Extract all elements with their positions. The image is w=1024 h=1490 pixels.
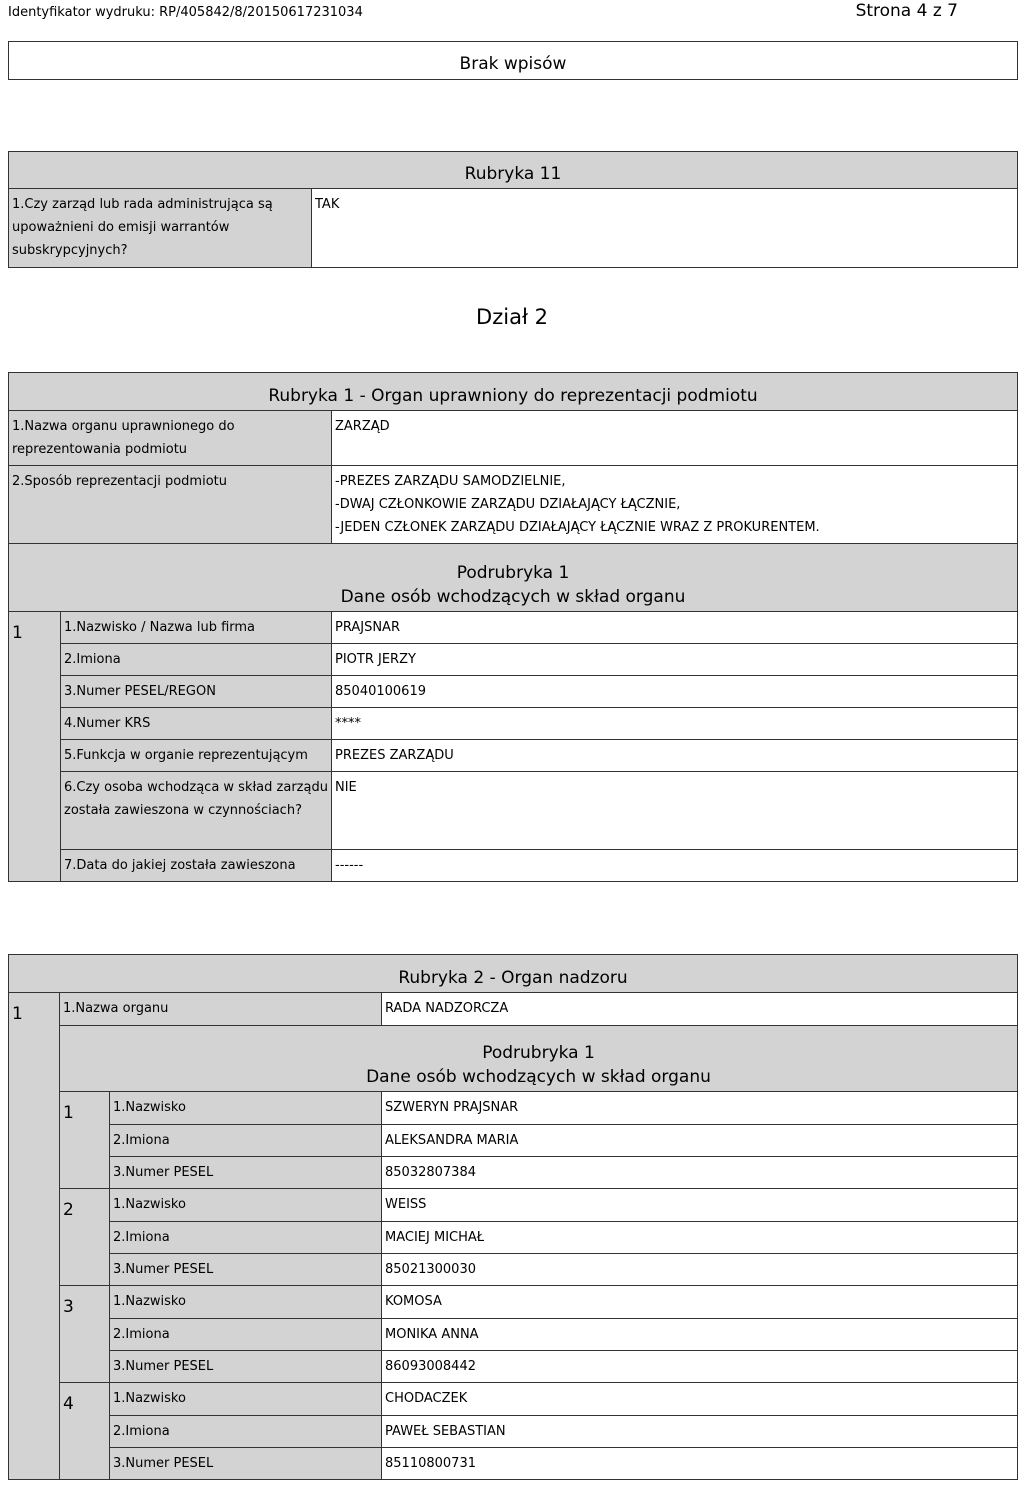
subsection-title xyxy=(60,1026,1018,1092)
field-value: 85110800731 xyxy=(382,1448,1018,1480)
subsection-title-line: Dane osób wchodzących w skład organu xyxy=(366,1067,711,1087)
representation-method-value xyxy=(332,466,1018,544)
field-value: PIOTR JERZY xyxy=(332,644,1018,676)
field-label: 1.Nazwisko xyxy=(110,1189,382,1222)
rubryka-11-question: 1.Czy zarząd lub rada administrująca są upoważnieni do emisji warrantów subskrypcyjnych? xyxy=(9,189,312,268)
field-label: 1.Nazwisko xyxy=(110,1092,382,1125)
member-number: 4 xyxy=(60,1383,110,1480)
rubryka-2-section xyxy=(8,954,1018,1480)
subsection-title-line: Dane osób wchodzących w skład organu xyxy=(340,587,686,607)
field-value: ALEKSANDRA MARIA xyxy=(382,1125,1018,1157)
field-value: ------ xyxy=(332,850,1018,882)
subsection-title-line: Podrubryka 1 xyxy=(482,1043,595,1063)
field-value: WEISS xyxy=(382,1189,1018,1222)
field-label: 2.Imiona xyxy=(110,1125,382,1157)
member-number: 2 xyxy=(60,1189,110,1286)
field-value: SZWERYN PRAJSNAR xyxy=(382,1092,1018,1125)
representation-line: -JEDEN CZŁONEK ZARZĄDU DZIAŁAJĄCY ŁĄCZNIE WRAZ Z PROKURENTEM. xyxy=(335,520,820,535)
organ-name-label: 1.Nazwa organu xyxy=(60,993,382,1026)
field-label: 3.Numer PESEL xyxy=(110,1157,382,1189)
field-value: 85021300030 xyxy=(382,1254,1018,1286)
field-label: 1.Nazwisko / Nazwa lub firma xyxy=(61,612,332,644)
no-entries-text: Brak wpisów xyxy=(459,54,567,74)
rubryka-11-table xyxy=(8,151,1018,268)
section-heading-dzial-2: Dział 2 xyxy=(476,305,548,329)
field-value: MONIKA ANNA xyxy=(382,1319,1018,1351)
field-label: 2.Imiona xyxy=(110,1416,382,1448)
representation-line: -PREZES ZARZĄDU SAMODZIELNIE, xyxy=(335,474,566,489)
field-value: 86093008442 xyxy=(382,1351,1018,1383)
field-value: PRAJSNAR xyxy=(332,612,1018,644)
field-value: PREZES ZARZĄDU xyxy=(332,740,1018,772)
rubryka-1-section xyxy=(8,372,1018,882)
field-label: 3.Numer PESEL xyxy=(110,1448,382,1480)
field-label: 1.Nazwisko xyxy=(110,1286,382,1319)
rubryka-1-table xyxy=(8,372,1018,882)
field-label: 1.Nazwisko xyxy=(110,1383,382,1416)
field-label: 4.Numer KRS xyxy=(61,708,332,740)
rubryka-11-section xyxy=(8,151,1018,268)
organ-number: 1 xyxy=(9,993,60,1480)
rubryka-11-title: Rubryka 11 xyxy=(9,152,1018,189)
member-number: 1 xyxy=(60,1092,110,1189)
field-value: NIE xyxy=(332,772,1018,850)
rubryka-1-title: Rubryka 1 - Organ uprawniony do reprezentacji podmiotu xyxy=(9,373,1018,411)
field-label: 6.Czy osoba wchodząca w skład zarządu została zawieszona w czynnościach? xyxy=(61,772,332,850)
rubryka-2-title: Rubryka 2 - Organ nadzoru xyxy=(9,955,1018,993)
rubryka-2-table xyxy=(8,954,1018,1480)
representation-line: -DWAJ CZŁONKOWIE ZARZĄDU DZIAŁAJĄCY ŁĄCZNIE, xyxy=(335,497,681,512)
field-label: 7.Data do jakiej została zawieszona xyxy=(61,850,332,882)
organ-name-label: 1.Nazwa organu uprawnionego do reprezentowania podmiotu xyxy=(9,411,332,466)
field-label: 2.Imiona xyxy=(110,1319,382,1351)
member-number: 3 xyxy=(60,1286,110,1383)
subsection-title-line: Podrubryka 1 xyxy=(456,563,570,583)
field-value: PAWEŁ SEBASTIAN xyxy=(382,1416,1018,1448)
field-label: 3.Numer PESEL xyxy=(110,1254,382,1286)
organ-name-value: RADA NADZORCZA xyxy=(382,993,1018,1026)
field-label: 2.Imiona xyxy=(110,1222,382,1254)
field-value: 85032807384 xyxy=(382,1157,1018,1189)
print-identifier: Identyfikator wydruku: RP/405842/8/20150617231034 xyxy=(8,5,363,20)
field-label: 3.Numer PESEL/REGON xyxy=(61,676,332,708)
field-value: CHODACZEK xyxy=(382,1383,1018,1416)
field-value: 85040100619 xyxy=(332,676,1018,708)
representation-method-label: 2.Sposób reprezentacji podmiotu xyxy=(9,466,332,544)
rubryka-11-answer: TAK xyxy=(312,189,1018,268)
organ-name-value: ZARZĄD xyxy=(332,411,1018,466)
field-value: MACIEJ MICHAŁ xyxy=(382,1222,1018,1254)
field-value: **** xyxy=(332,708,1018,740)
field-value: KOMOSA xyxy=(382,1286,1018,1319)
field-label: 5.Funkcja w organie reprezentującym xyxy=(61,740,332,772)
field-label: 2.Imiona xyxy=(61,644,332,676)
field-label: 3.Numer PESEL xyxy=(110,1351,382,1383)
person-number: 1 xyxy=(9,612,61,882)
subsection-title xyxy=(9,544,1018,612)
page-indicator: Strona 4 z 7 xyxy=(855,1,958,21)
no-entries-box xyxy=(8,41,1018,80)
